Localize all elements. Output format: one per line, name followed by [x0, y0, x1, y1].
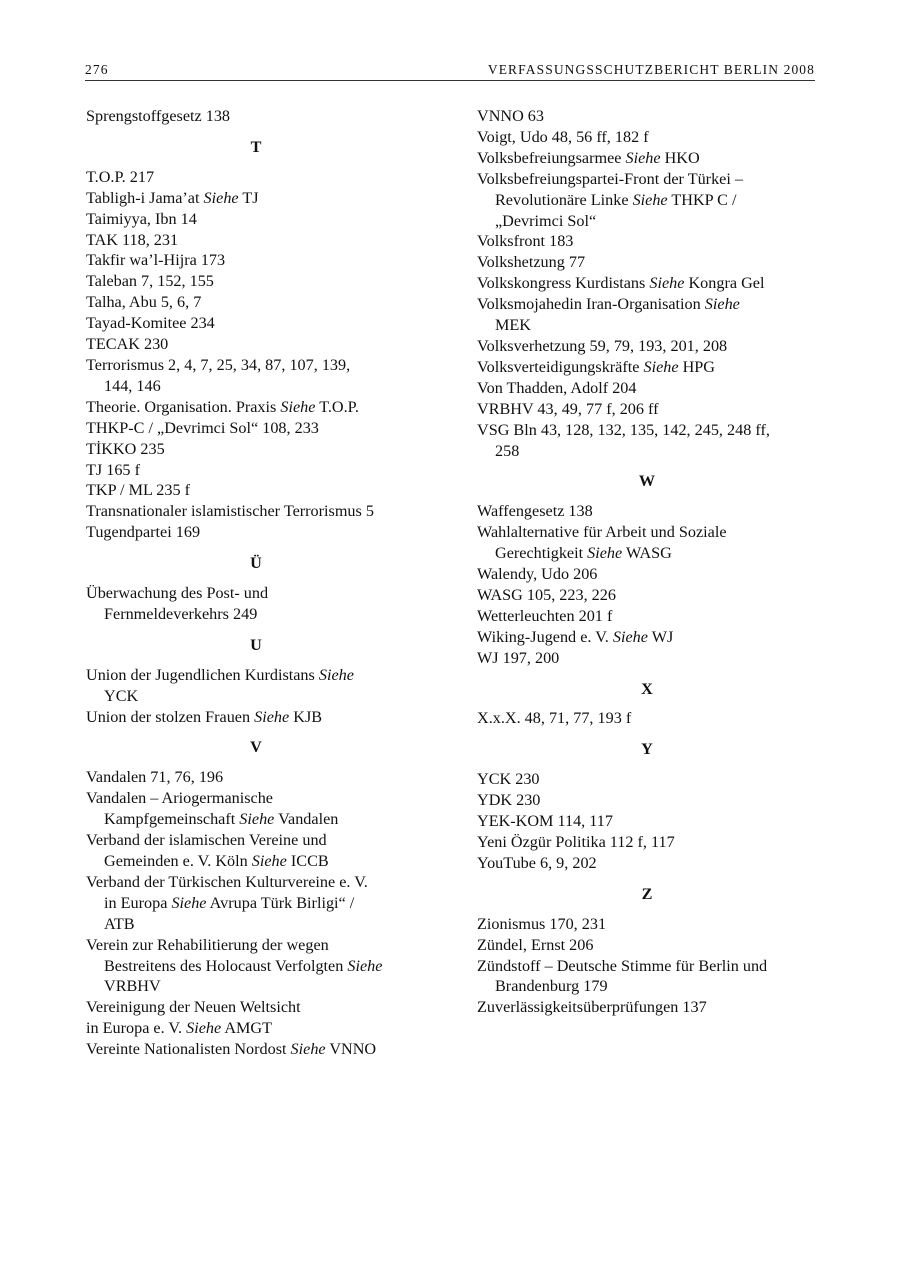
- index-entry: [86, 997, 426, 1018]
- index-entry: [86, 522, 426, 543]
- index-entry: [477, 378, 817, 399]
- entry-term: TJ 165 f: [86, 460, 140, 479]
- running-title: VERFASSUNGSSCHUTZBERICHT BERLIN 2008: [487, 62, 815, 77]
- entry-term: Sprengstoffgesetz 138: [86, 107, 231, 125]
- entry-term: Volkshetzung 77: [477, 253, 586, 272]
- entry-term: Vandalen – Ariogermanische: [86, 789, 273, 808]
- entry-term: Takfir wa’l-Hijra 173: [86, 251, 226, 270]
- index-letter-heading: Ü: [250, 554, 262, 573]
- entry-term: Tabligh-i Jama’at: [86, 188, 204, 207]
- entry-term: TİKKO 235: [86, 439, 165, 458]
- entry-term: Wiking-Jugend e. V.: [477, 627, 613, 646]
- see-reference: Siehe: [290, 1040, 326, 1059]
- index-entry: [477, 769, 817, 790]
- index-entry: [477, 997, 817, 1018]
- see-reference: Siehe: [203, 188, 239, 207]
- see-reference: Siehe: [280, 397, 316, 416]
- index-entry: [86, 439, 426, 460]
- entry-term: VNNO 63: [477, 107, 544, 125]
- index-entry: [86, 460, 426, 481]
- index-entry: [86, 188, 426, 209]
- index-column-left: [86, 106, 426, 1060]
- entry-target: T.O.P.: [315, 397, 359, 416]
- index-entry: [477, 169, 817, 232]
- entry-continuation: 144, 146: [104, 376, 161, 395]
- index-entry: [477, 790, 817, 811]
- index-entry: [86, 355, 426, 397]
- entry-term: Yeni Özgür Politika 112 f, 117: [477, 833, 675, 851]
- entry-term: TECAK 230: [86, 335, 169, 354]
- entry-term: Union der stolzen Frauen: [86, 707, 255, 726]
- entry-term: Verband der Türkischen Kulturvereine e. V.: [86, 872, 368, 891]
- entry-target: HKO: [660, 148, 700, 167]
- entry-term: Verband der islamischen Vereine und: [86, 831, 327, 850]
- entry-term: Volksverteidigungskräfte: [477, 357, 644, 376]
- index-letter-heading: Z: [641, 884, 653, 903]
- entry-target: TJ: [238, 188, 259, 207]
- entry-term: Volksbefreiungspartei-Front der Türkei –: [477, 169, 743, 188]
- entry-target: HPG: [678, 357, 715, 376]
- entry-continuation: in Europa: [104, 893, 172, 912]
- entry-term: Voigt, Udo 48, 56 ff, 182 f: [477, 127, 649, 146]
- index-entry: [86, 397, 426, 418]
- index-entry: [477, 127, 817, 148]
- index-letter-heading: T: [250, 137, 262, 156]
- index-entry: [86, 1039, 426, 1060]
- entry-term: Zionismus 170, 231: [477, 914, 607, 933]
- entry-term: Union der Jugendlichen Kurdistans: [86, 665, 319, 684]
- entry-term: Terrorismus 2, 4, 7, 25, 34, 87, 107, 139,: [86, 355, 351, 374]
- index-entry: [477, 627, 817, 648]
- index-letter-heading: U: [250, 635, 262, 654]
- entry-continuation: „Devrimci Sol“: [495, 211, 597, 230]
- entry-target: THKP C /: [667, 190, 737, 209]
- entry-term: Taimiyya, Ibn 14: [86, 209, 197, 228]
- entry-term: YDK 230: [477, 791, 541, 810]
- index-entry: [86, 106, 426, 127]
- index-entry: [86, 167, 426, 188]
- index-entry: [86, 872, 426, 935]
- entry-continuation: Fernmeldeverkehrs 249: [104, 604, 258, 623]
- see-reference: Siehe: [254, 707, 290, 726]
- entry-term: X.x.X. 48, 71, 77, 193 f: [477, 709, 632, 728]
- entry-continuation: Kampfgemeinschaft: [104, 810, 240, 829]
- entry-term: Wetterleuchten 201 f: [477, 606, 613, 625]
- index-entry: [86, 830, 426, 872]
- index-entry: [86, 209, 426, 230]
- entry-term: Volksmojahedin Iran-Organisation: [477, 295, 705, 314]
- entry-term: Zuverlässigkeitsüberprüfungen 137: [477, 998, 707, 1017]
- running-header: [85, 62, 815, 81]
- index-entry: [86, 480, 426, 501]
- index-entry: [477, 648, 817, 669]
- see-reference: Siehe: [186, 1019, 222, 1038]
- entry-term: Vandalen 71, 76, 196: [86, 768, 224, 787]
- entry-term: TKP / ML 235 f: [86, 481, 191, 500]
- see-reference: Siehe: [318, 665, 354, 684]
- index-entry: [477, 606, 817, 627]
- index-entry: [86, 1018, 426, 1039]
- entry-target: KJB: [289, 707, 323, 726]
- index-entry: [86, 313, 426, 334]
- index-entry: [86, 767, 426, 788]
- entry-term: Überwachung des Post- und: [86, 584, 269, 603]
- entry-target: AMGT: [221, 1019, 273, 1038]
- see-reference: Siehe: [632, 190, 668, 209]
- entry-continuation: Gemeinden e. V. Köln: [104, 852, 252, 870]
- entry-term: YEK-KOM 114, 117: [477, 812, 613, 831]
- entry-continuation: Bestreitens des Holocaust Verfolgten: [104, 956, 348, 975]
- entry-target: Avrupa Türk Birligi“ /: [206, 893, 355, 912]
- entry-continuation: Brandenburg 179: [495, 977, 608, 996]
- entry-target: WASG: [622, 544, 672, 563]
- entry-continuation: ATB: [104, 914, 135, 933]
- index-entry: [477, 252, 817, 273]
- entry-term: WJ 197, 200: [477, 648, 560, 667]
- index-entry: [477, 956, 817, 998]
- index-entry: [86, 230, 426, 251]
- index-letter-heading: V: [250, 738, 262, 757]
- see-reference: Siehe: [704, 295, 740, 314]
- index-entry: [477, 273, 817, 294]
- entry-term: Theorie. Organisation. Praxis: [86, 397, 281, 416]
- entry-term: Taleban 7, 152, 155: [86, 272, 214, 291]
- entry-term: YouTube 6, 9, 202: [477, 853, 597, 872]
- index-entry: [477, 148, 817, 169]
- index-entry: [477, 832, 817, 853]
- index-entry: [86, 788, 426, 830]
- entry-term: TAK 118, 231: [86, 230, 179, 249]
- index-entry: [477, 501, 817, 522]
- see-reference: Siehe: [649, 274, 685, 293]
- index-entry: [477, 914, 817, 935]
- entry-term: Volkskongress Kurdistans: [477, 274, 650, 293]
- index-entry: [86, 334, 426, 355]
- index-entry: [86, 271, 426, 292]
- entry-target: WJ: [647, 627, 674, 646]
- see-reference: Siehe: [171, 893, 207, 912]
- see-reference: Siehe: [347, 956, 383, 975]
- index-entry: [477, 708, 817, 729]
- index-entry: [86, 418, 426, 439]
- entry-term: Waffengesetz 138: [477, 502, 593, 521]
- see-reference: Siehe: [587, 544, 623, 563]
- entry-term: Verein zur Rehabilitierung der wegen: [86, 935, 329, 954]
- entry-continuation: MEK: [495, 316, 531, 335]
- index-entry: [86, 935, 426, 998]
- index-entry: [86, 250, 426, 271]
- index-letter-heading: X: [641, 679, 653, 698]
- index-entry: [477, 853, 817, 874]
- see-reference: Siehe: [625, 148, 661, 167]
- index-entry: [477, 336, 817, 357]
- index-column-right: [477, 106, 817, 1018]
- index-entry: [86, 707, 426, 728]
- index-entry: [477, 811, 817, 832]
- entry-term: T.O.P. 217: [86, 167, 155, 186]
- index-entry: [477, 935, 817, 956]
- entry-target: VNNO: [325, 1040, 377, 1059]
- entry-term: THKP-C / „Devrimci Sol“ 108, 233: [86, 418, 319, 437]
- entry-term: Zündel, Ernst 206: [477, 935, 594, 954]
- entry-term: Transnationaler islamistischer Terrorismus 5: [86, 502, 374, 521]
- index-entry: [477, 420, 817, 462]
- index-entry: [477, 106, 817, 127]
- entry-term: Volksfront 183: [477, 232, 574, 251]
- see-reference: Siehe: [251, 852, 287, 870]
- entry-term: Volksbefreiungsarmee: [477, 148, 626, 167]
- index-entry: [477, 399, 817, 420]
- entry-target: ICCB: [286, 852, 329, 870]
- entry-term: YCK 230: [477, 770, 540, 789]
- entry-term: Vereinte Nationalisten Nordost: [86, 1040, 291, 1059]
- entry-term: Walendy, Udo 206: [477, 565, 598, 584]
- entry-continuation: Revolutionäre Linke: [495, 190, 633, 209]
- entry-term: Von Thadden, Adolf 204: [477, 378, 637, 397]
- entry-term: Volksverhetzung 59, 79, 193, 201, 208: [477, 336, 728, 355]
- entry-term: Vereinigung der Neuen Weltsicht: [86, 998, 301, 1017]
- entry-continuation: YCK: [104, 686, 139, 705]
- entry-term: VSG Bln 43, 128, 132, 135, 142, 245, 248 ff,: [477, 420, 770, 439]
- index-entry: [477, 357, 817, 378]
- entry-term: WASG 105, 223, 226: [477, 585, 616, 604]
- index-entry: [477, 564, 817, 585]
- index-entry: [86, 501, 426, 522]
- entry-continuation: Gerechtigkeit: [495, 544, 588, 563]
- index-entry: [477, 522, 817, 564]
- index-entry: [86, 292, 426, 313]
- index-entry: [477, 231, 817, 252]
- entry-term: Tugendpartei 169: [86, 523, 201, 542]
- index-entry: [86, 665, 426, 707]
- entry-continuation: 258: [495, 441, 520, 460]
- see-reference: Siehe: [643, 357, 679, 376]
- index-letter-heading: Y: [641, 740, 653, 759]
- index-entry: [477, 294, 817, 336]
- entry-term: VRBHV 43, 49, 77 f, 206 ff: [477, 399, 659, 418]
- index-entry: [477, 585, 817, 606]
- entry-target: Kongra Gel: [684, 274, 765, 293]
- entry-target: Vandalen: [274, 810, 339, 829]
- entry-term: Talha, Abu 5, 6, 7: [86, 293, 202, 312]
- see-reference: Siehe: [239, 810, 275, 829]
- entry-term: in Europa e. V.: [86, 1019, 187, 1038]
- index-entry: [86, 583, 426, 625]
- entry-term: Zündstoff – Deutsche Stimme für Berlin und: [477, 956, 768, 975]
- entry-continuation: VRBHV: [104, 977, 161, 996]
- see-reference: Siehe: [612, 627, 648, 646]
- index-letter-heading: W: [638, 472, 656, 491]
- entry-term: Tayad-Komitee 234: [86, 314, 215, 333]
- page-number: 276: [85, 62, 109, 77]
- entry-term: Wahlalternative für Arbeit und Soziale: [477, 523, 727, 542]
